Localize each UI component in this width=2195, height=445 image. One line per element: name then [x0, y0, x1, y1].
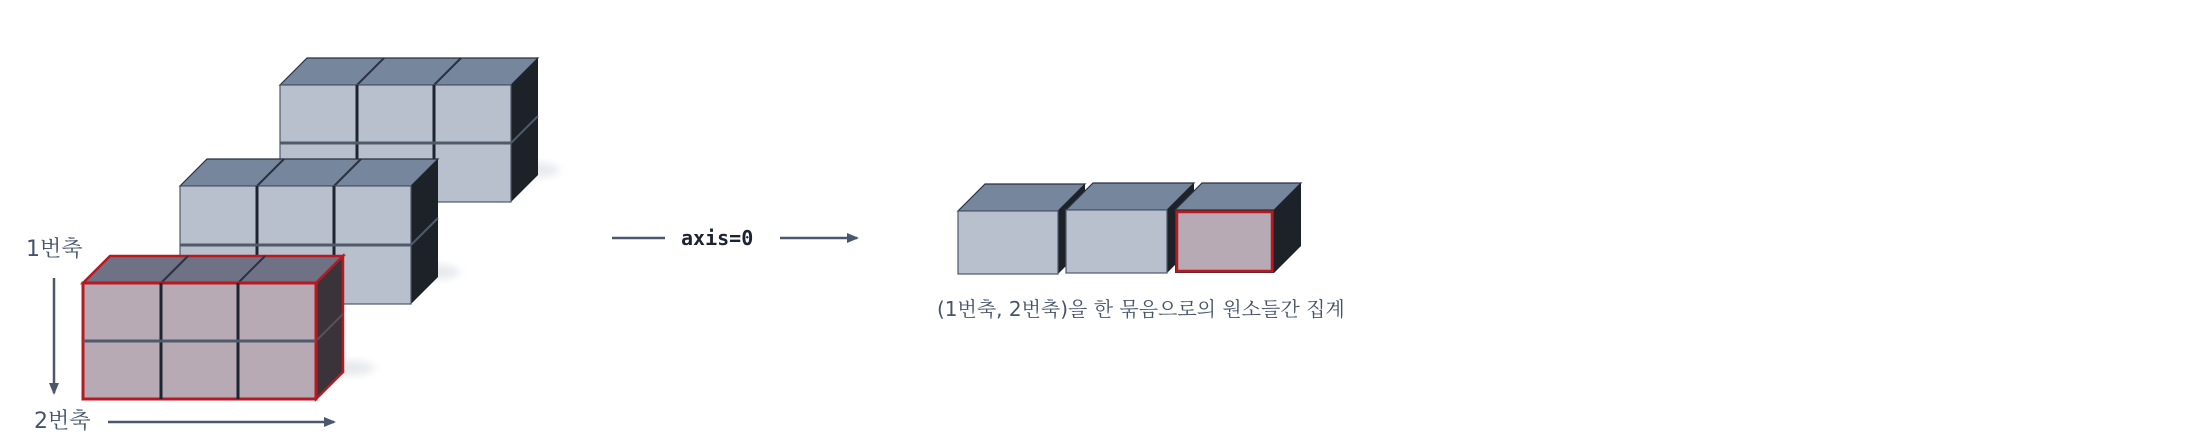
result-cell-3-highlighted: [1175, 183, 1301, 273]
axis2-label: 2번축: [34, 409, 91, 434]
result-caption: (1번축, 2번축)을 한 묶음으로의 원소들간 집계: [937, 297, 1345, 321]
result-cell-2: [1066, 183, 1194, 273]
axis1-label: 1번축: [26, 237, 83, 262]
array-layer-front-highlighted: [83, 256, 375, 399]
operation-label: axis=0: [681, 226, 754, 250]
